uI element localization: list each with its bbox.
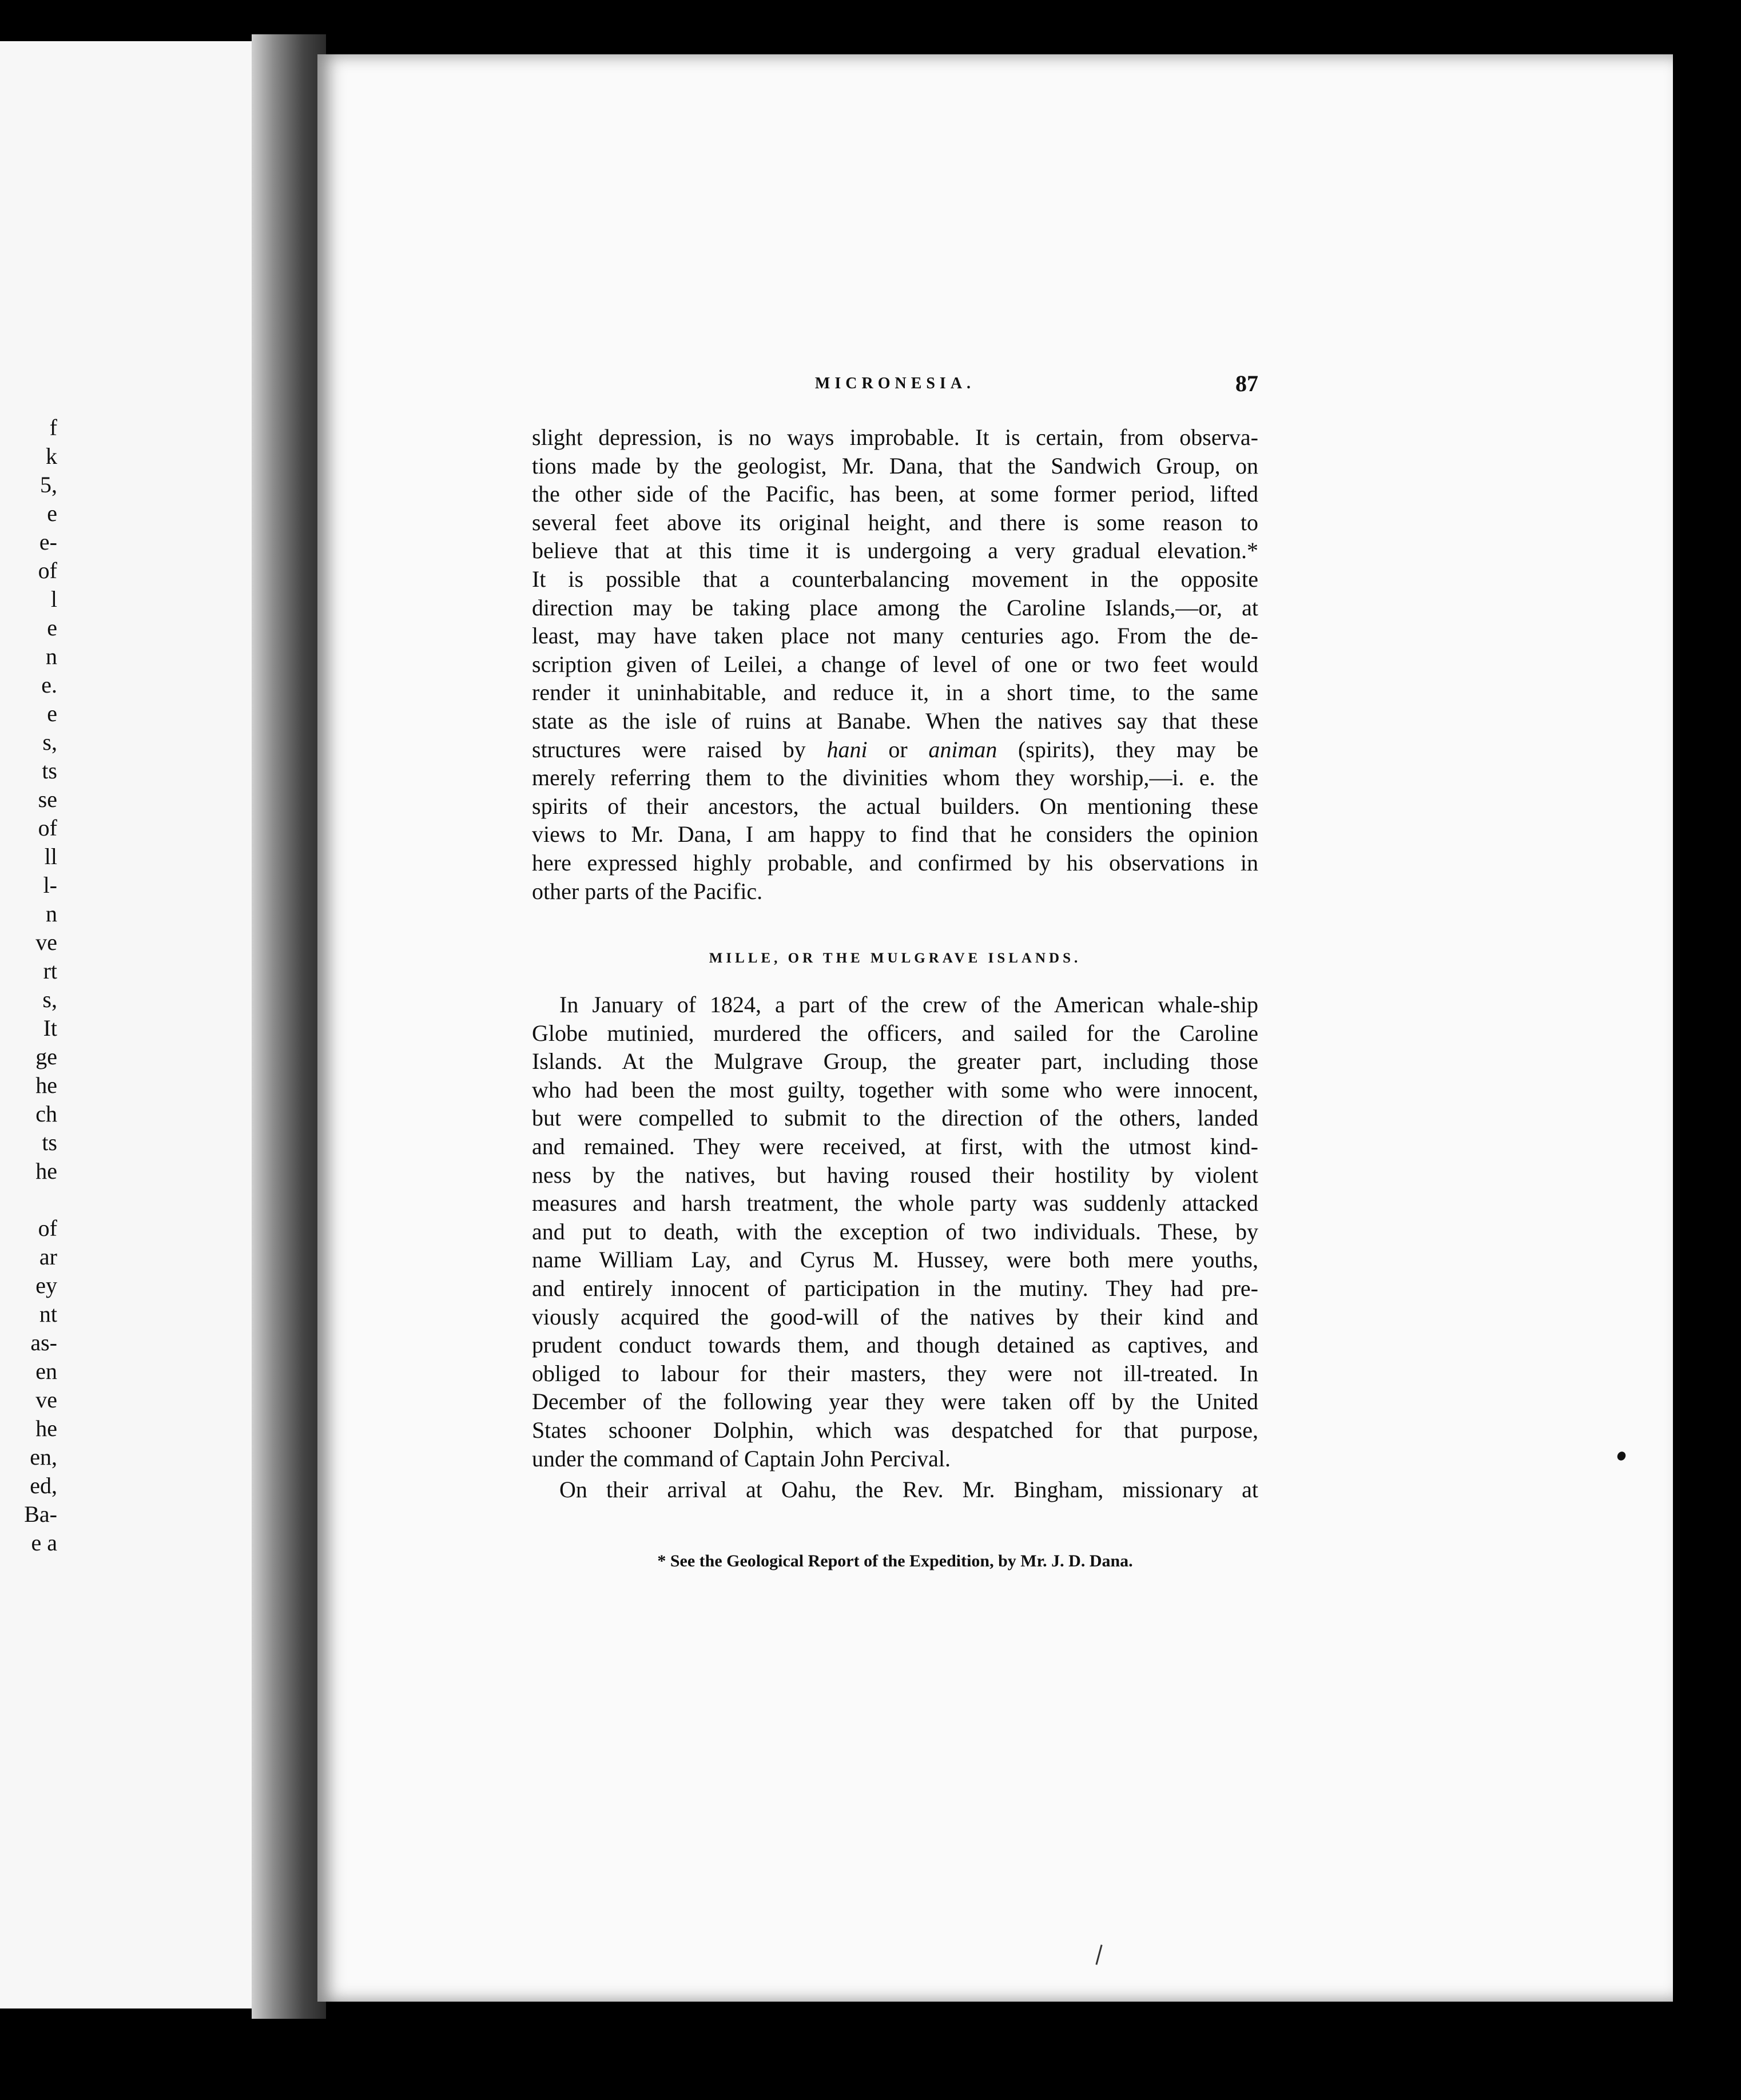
left-page-fragment: as- (30, 1330, 57, 1355)
text-line: On their arrival at Oahu, the Rev. Mr. Bingham, missionary at (559, 1477, 1258, 1502)
left-page-fragment: Ba- (24, 1501, 57, 1527)
left-page-fragment: nt (39, 1301, 57, 1327)
text-line: Islands. At the Mulgrave Group, the greater part, including those (532, 1048, 1258, 1075)
left-page-fragment: he (35, 1072, 57, 1098)
left-page-fragment: en, (30, 1444, 57, 1470)
left-facing-page (0, 41, 257, 2008)
left-page-fragment: of (38, 1215, 57, 1241)
text-line: but were compelled to submit to the direction of the others, landed (532, 1105, 1258, 1131)
text-line: several feet above its original height, and there is some reason to (532, 509, 1258, 535)
left-page-fragment: se (38, 786, 57, 812)
text-line: other parts of the Pacific. (532, 878, 763, 904)
text-line: render it uninhabitable, and reduce it, in a short time, to the same (532, 679, 1258, 706)
left-page-fragment: e- (39, 529, 57, 555)
text-line: prudent conduct towards them, and though detained as captives, and (532, 1332, 1258, 1358)
left-page-fragment: n (46, 901, 57, 926)
left-page-fragment: e (47, 500, 57, 526)
book-gutter (252, 34, 326, 2019)
text-line: structures were raised by hani or animan (spirits), they may be (532, 736, 1259, 762)
text-line: and entirely innocent of participation in the mutiny. They had pre- (532, 1275, 1258, 1301)
left-page-fragment: 5, (40, 472, 57, 498)
text-line: slight depression, is no ways improbable. It is certain, from observa- (532, 424, 1258, 450)
left-page-fragment: k (46, 443, 57, 469)
text-line: December of the following year they were taken off by the United (532, 1389, 1258, 1415)
text-line: In January of 1824, a part of the crew of the American whale-ship (559, 992, 1258, 1017)
text-line: obliged to labour for their masters, they were not ill-treated. In (532, 1360, 1258, 1386)
text-line: and remained. They were received, at first, with the utmost kind- (532, 1133, 1258, 1159)
footnote: * See the Geological Report of the Expedition, by Mr. J. D. Dana. (657, 1552, 1133, 1570)
page-number: 87 (1235, 371, 1258, 396)
left-page-fragment: ts (42, 1129, 57, 1155)
left-page-fragment: rt (43, 958, 57, 984)
left-page-fragment: ar (39, 1244, 57, 1270)
text-line: views to Mr. Dana, I am happy to find that he considers the opinion (532, 821, 1258, 848)
paragraph-1 (532, 423, 1258, 905)
text-line: believe that at this time it is undergoing a very gradual elevation.* (532, 538, 1258, 564)
left-page-fragment: It (43, 1015, 57, 1041)
left-page-fragment: ge (35, 1044, 57, 1069)
left-page-fragment: ts (42, 758, 57, 783)
text-line: scription given of Leilei, a change of level of one or two feet would (532, 651, 1258, 677)
text-line: state as the isle of ruins at Banabe. When the natives say that these (532, 707, 1258, 734)
left-page-fragment: s, (42, 729, 57, 755)
paragraph-2 (532, 991, 1258, 1473)
left-page-fragment: of (38, 558, 57, 583)
text-line: ness by the natives, but having roused their hostility by violent (532, 1162, 1258, 1188)
text-line: here expressed highly probable, and confirmed by his observations in (532, 849, 1258, 876)
left-page-fragment: ed, (30, 1473, 57, 1498)
left-page-fragment: en (35, 1358, 57, 1384)
left-page-fragment: e (47, 615, 57, 641)
left-page-fragment: n (46, 643, 57, 669)
section-heading: MILLE, OR THE MULGRAVE ISLANDS. (709, 950, 1082, 966)
left-page-fragment: e (47, 701, 57, 726)
text-line: who had been the most guilty, together with some who were innocent, (532, 1076, 1258, 1103)
left-page-fragment: l- (43, 872, 57, 898)
left-page-fragment: ch (35, 1101, 57, 1127)
text-line: least, may have taken place not many centuries ago. From the de- (532, 623, 1258, 649)
left-page-fragment: of (38, 815, 57, 841)
page-header (532, 371, 1258, 409)
left-page-fragment: he (35, 1158, 57, 1184)
text-line: States schooner Dolphin, which was despatched for that purpose, (532, 1417, 1258, 1443)
text-line: merely referring them to the divinities whom they worship,—i. e. the (532, 765, 1258, 791)
left-page-fragment: l (50, 586, 57, 612)
text-line: name William Lay, and Cyrus M. Hussey, were both mere youths, (532, 1247, 1258, 1273)
text-line: tions made by the geologist, Mr. Dana, that the Sandwich Group, on (532, 452, 1258, 479)
text-line: It is possible that a counterbalancing movement in the opposite (532, 566, 1258, 592)
left-page-fragment: ve (35, 929, 57, 955)
left-page-fragment: ve (35, 1387, 57, 1413)
left-page-fragment: e a (31, 1530, 57, 1556)
left-page-fragment: s, (42, 987, 57, 1012)
text-line: direction may be taking place among the Caroline Islands,—or, at (532, 594, 1258, 621)
text-line: the other side of the Pacific, has been, at some former period, lifted (532, 481, 1258, 507)
text-line: and put to death, with the exception of two individuals. These, by (532, 1218, 1258, 1244)
text-line: viously acquired the good-will of the natives by their kind and (532, 1303, 1258, 1330)
paragraph-3 (532, 1475, 1258, 1504)
left-page-fragment: ey (35, 1272, 57, 1298)
left-page-fragment: he (35, 1415, 57, 1441)
left-page-fragment: ll (44, 844, 57, 869)
left-page-fragment: f (49, 415, 57, 440)
running-title: MICRONESIA. (814, 375, 976, 392)
text-line: Globe mutinied, murdered the officers, and sailed for the Caroline (532, 1020, 1258, 1046)
left-page-fragment: e. (41, 672, 57, 698)
text-line: spirits of their ancestors, the actual builders. On mentioning these (532, 793, 1258, 819)
text-line: under the command of Captain John Percival. (532, 1445, 951, 1471)
text-line: measures and harsh treatment, the whole party was suddenly attacked (532, 1190, 1258, 1216)
